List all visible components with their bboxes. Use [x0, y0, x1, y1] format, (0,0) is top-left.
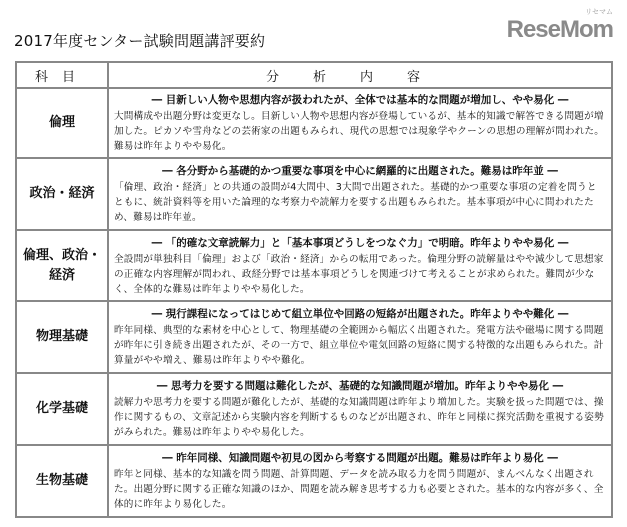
- row-headline: ― 目新しい人物や思想内容が扱われたが、全体では基本的な問題が増加し、やや易化 ―: [151, 94, 569, 106]
- content-cell: [108, 373, 612, 445]
- row-body: 読解力や思考力を要する問題が難化したが、基礎的な知識問題は昨年より増加した。実験を扱った問題では、操作に関するもの、文章記述から実験内容を判断するものなどが出題され、昨年と同様に探究活動を重視する姿勢がみられた。難易は昨年よりやや易化した。: [114, 397, 604, 438]
- subject-cell: 物理基礎: [16, 301, 108, 373]
- row-body: 大問構成や出題分野は変更なし。目新しい人物や思想内容が登場しているが、基本的知識で解答できる問題が増加した。ピカソや雪舟などの芸術家の出題もみられ、現代の思想では現象学やクーンの思想の理解が問われた。難易は昨年よりやや易化。: [114, 111, 605, 152]
- row-body: 全設問が単独科目「倫理」および「政治・経済」からの転用であった。倫理分野の読解量はやや減少して思想家の正確な内容理解が問われ、政経分野では基本事項どうしを関連づけて考えることが求められた。難問が少なく、全体的な難易は昨年よりやや易化した。: [114, 253, 604, 295]
- header-subject: [16, 62, 108, 88]
- page-title: 2017年度センター試験問題講評要約: [14, 32, 266, 50]
- content-cell: [108, 301, 612, 373]
- content-cell: [108, 158, 612, 230]
- table-row: [16, 445, 612, 517]
- row-headline: ― 各分野から基礎的かつ重要な事項を中心に網羅的に出題された。難易は昨年並 ―: [162, 165, 558, 177]
- watermark-small-text: リセマム: [585, 9, 613, 16]
- header-analysis-label: 分析内容: [265, 69, 454, 85]
- table-row: [16, 230, 612, 301]
- row-headline: ― 昨年同様、知識問題や初見の図から考察する問題が出題。難易は昨年より易化 ―: [162, 452, 558, 464]
- content-cell: [108, 230, 612, 301]
- table-row: [16, 301, 612, 373]
- resemom-watermark-logo: [507, 8, 613, 43]
- row-headline: ― 思考力を要する問題は難化したが、基礎的な知識問題が増加。昨年よりやや易化 ―: [156, 380, 564, 392]
- table-row: [16, 373, 612, 445]
- header-subject-label: 科目: [34, 69, 89, 85]
- subject-cell: 化学基礎: [16, 373, 108, 445]
- header-analysis: [108, 62, 612, 88]
- table-header-row: [16, 62, 612, 88]
- table-row: [16, 158, 612, 230]
- subject-cell: 倫理、政治・経済: [16, 230, 108, 301]
- review-table: [15, 61, 613, 518]
- subject-cell: 倫理: [16, 88, 108, 158]
- row-body: 「倫理、政治・経済」との共通の設問が4大問中、3大問で出題された。基礎的かつ重要な事項の定着を問うとともに、統計資料等を用いた論理的な考察力や読解力を要する出題もみられた。基本事項が中心に問われたため、難易は昨年並。: [114, 182, 597, 223]
- subject-cell: 政治・経済: [16, 158, 108, 230]
- row-body: 昨年同様、典型的な素材を中心として、物理基礎の全範囲から幅広く出題された。発電方法や磁場に関する問題が昨年に引き続き出題されたが、その一方で、組立単位や電気回路の短絡に関する特徴的な出題もみられた。計算量がやや増え、難易は昨年よりやや難化。: [114, 325, 604, 366]
- row-body: 昨年と同様、基本的な知識を問う問題、計算問題、データを読み取る力を問う問題が、まんべんなく出題された。出題分野に関する正確な知識のほか、問題を読み解き思考する力も必要とされた。基本的な内容が多く、全体的に昨年より易化した。: [114, 469, 604, 510]
- content-cell: [108, 88, 612, 158]
- content-cell: [108, 445, 612, 517]
- watermark-logo-text: ReseMom: [506, 16, 613, 43]
- row-headline: ― 「的確な文章読解力」と「基本事項どうしをつなぐ力」で明暗。昨年よりやや易化 ―: [151, 236, 569, 249]
- table-row: [16, 88, 612, 158]
- row-headline: ― 現行課程になってはじめて組立単位や回路の短絡が出題された。昨年よりやや難化 ―: [151, 308, 569, 320]
- subject-cell: 生物基礎: [16, 445, 108, 517]
